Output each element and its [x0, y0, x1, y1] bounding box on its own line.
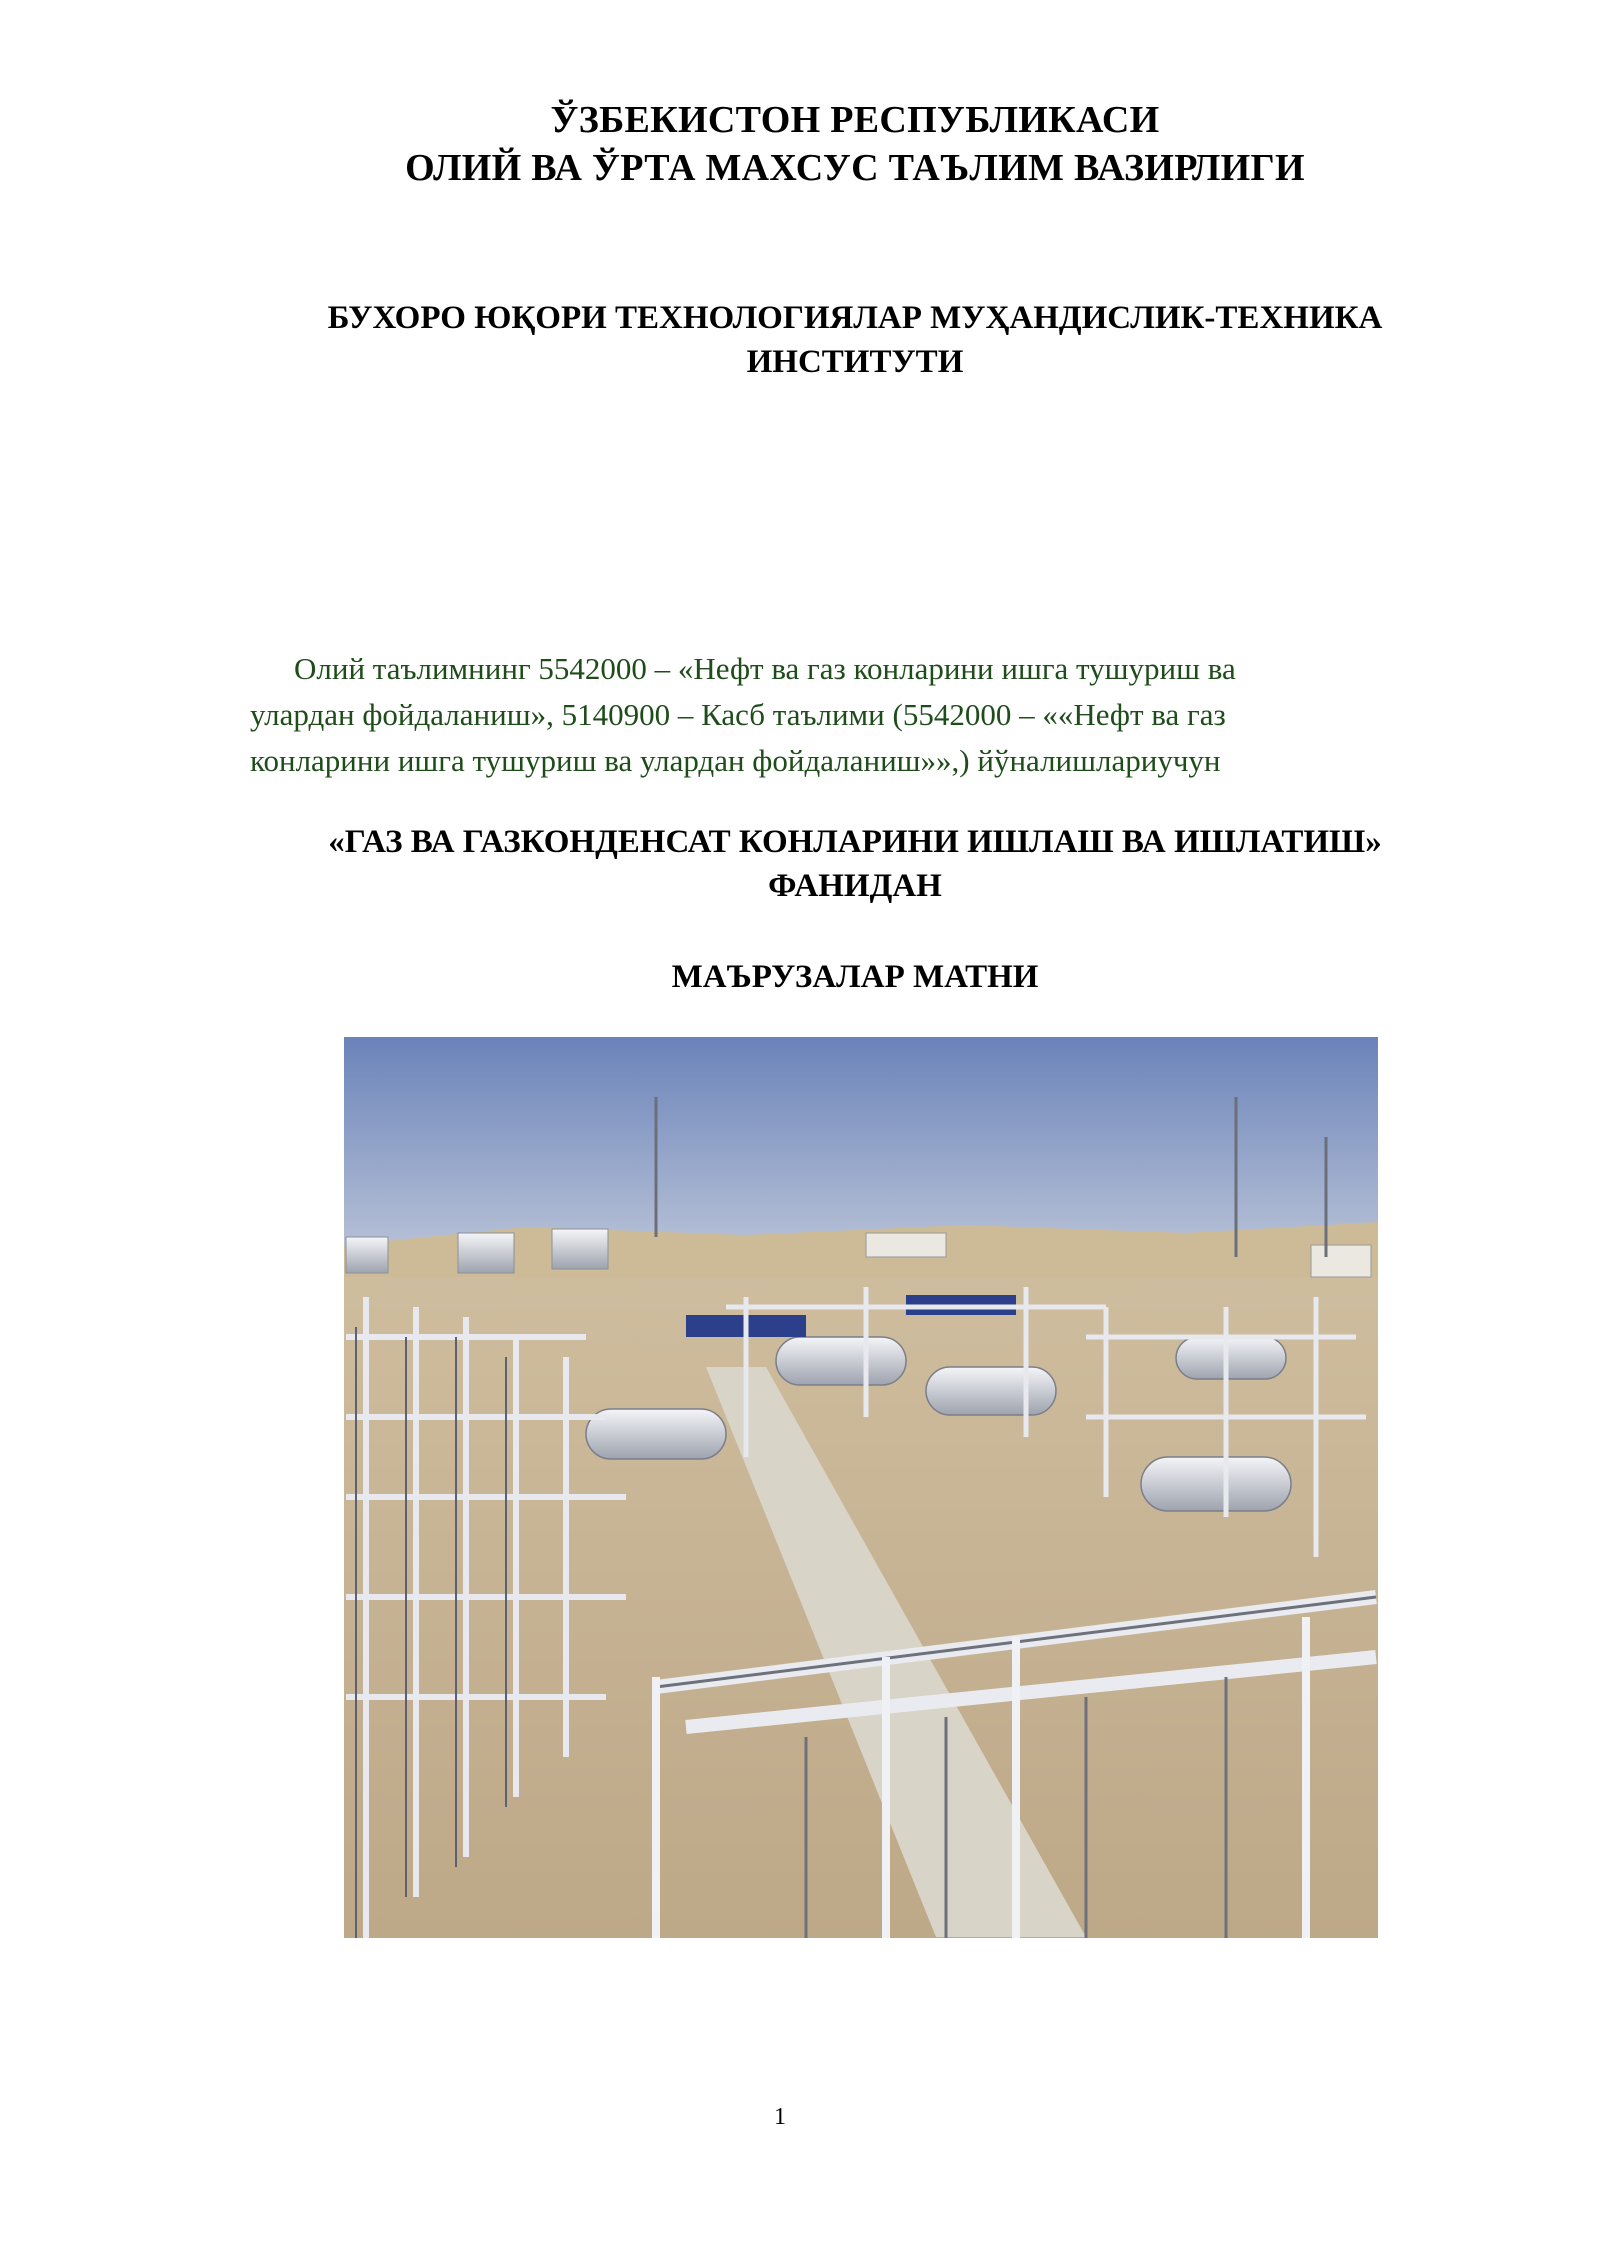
gas-plant-photo: [326, 1037, 1378, 1938]
subject-heading: [0, 820, 1600, 908]
document-type-heading: МАЪРУЗАЛАР МАТНИ: [671, 959, 1039, 995]
institute-line-2: ИНСТИТУТИ: [746, 344, 964, 380]
subject-line-2: ФАНИДАН: [768, 868, 942, 904]
ministry-heading: [0, 96, 1600, 192]
institute-line-1: БУХОРО ЮҚОРИ ТЕХНОЛОГИЯЛАР МУҲАНДИСЛИК-ТЕХНИКА: [327, 300, 1383, 336]
purpose-line-1: Олий таълимнинг 5542000 – «Нефт ва газ конларини ишга тушуриш ва: [294, 651, 1236, 686]
subject-line-1: «ГАЗ ВА ГАЗКОНДЕНСАТ КОНЛАРИНИ ИШЛАШ ВА ИШЛАТИШ»: [328, 824, 1382, 860]
page-number: 1: [774, 2104, 786, 2130]
ministry-line-1: ЎЗБЕКИСТОН РЕСПУБЛИКАСИ: [550, 99, 1160, 141]
ministry-line-2: ОЛИЙ ВА ЎРТА МАХСУС ТАЪЛИМ ВАЗИРЛИГИ: [405, 147, 1305, 189]
purpose-line-2: улардан фойдаланиш», 5140900 – Касб таълими (5542000 – ««Нефт ва газ: [250, 697, 1226, 732]
purpose-paragraph: [250, 646, 1480, 784]
institute-heading: [0, 296, 1600, 384]
purpose-line-3: конларини ишга тушуриш ва улардан фойдаланиш»»,) йўналишлариучун: [250, 743, 1221, 778]
